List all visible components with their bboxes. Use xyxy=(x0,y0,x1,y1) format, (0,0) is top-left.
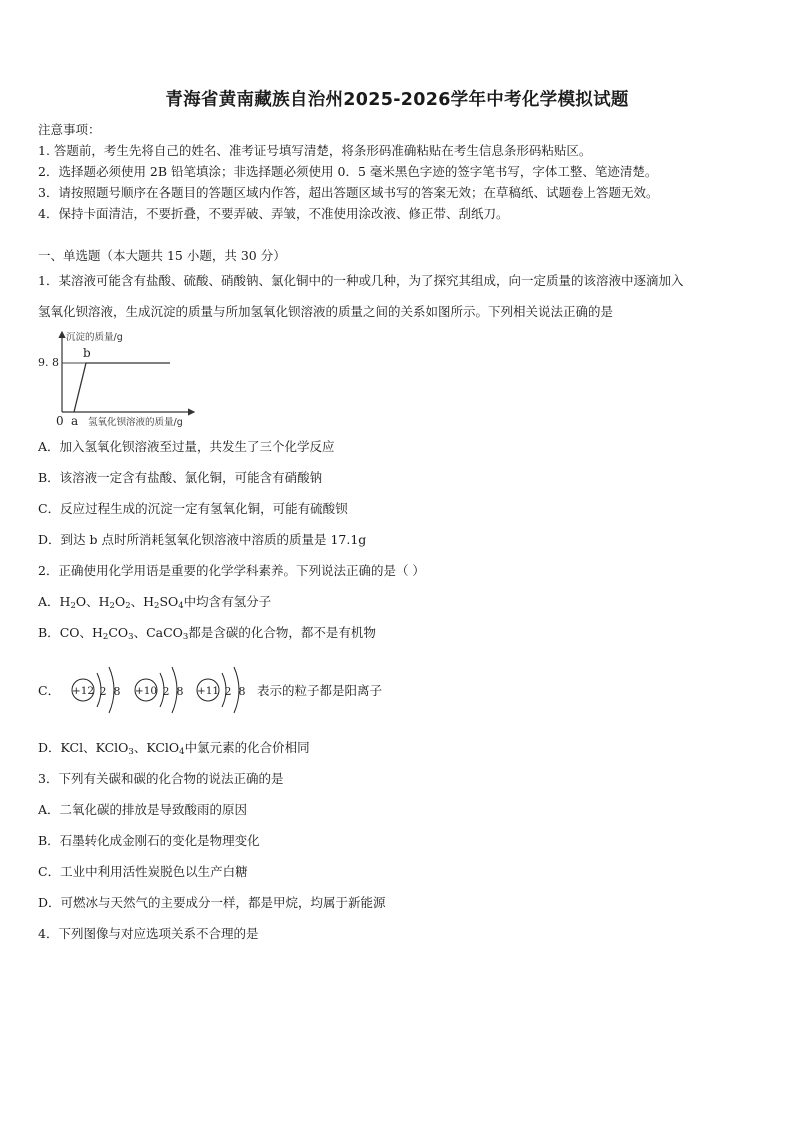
notice-heading: 注意事项： xyxy=(38,122,101,137)
formula-text: KCl、KClO xyxy=(60,740,129,755)
atom-structure-diagram xyxy=(195,661,253,719)
formula-text: SO xyxy=(159,594,179,609)
precipitate-curve xyxy=(74,363,170,412)
question-4-stem: 4．下列图像与对应选项关系不合理的是 xyxy=(38,926,259,941)
formula-text: 、KClO xyxy=(133,740,180,755)
question-1-stem: 1．某溶液可能含有盐酸、硫酸、硝酸钠、氯化铜中的一种或几种，为了探究其组成，向一定质量的该溶液中逐滴加入 xyxy=(38,273,684,288)
origin-label: 0 xyxy=(56,414,64,428)
question-1-stem-cont: 氢氧化钡溶液，生成沉淀的质量与所加氢氧化钡溶液的质量之间的关系如图所示。下列相关说法正确的是 xyxy=(38,304,614,319)
y-tick-label: 9. 8 xyxy=(38,356,59,369)
notice-item: 2．选择题必须使用 2B 铅笔填涂；非选择题必须使用 0．5 毫米黑色字迹的签字笔书写，字体工整、笔迹清楚。 xyxy=(38,164,658,179)
formula-subscript: 2 xyxy=(102,632,109,642)
formula-subscript: 4 xyxy=(179,747,185,757)
formula-subscript: 2 xyxy=(125,601,131,611)
page-title: 青海省黄南藏族自治州2025-2026学年中考化学模拟试题 xyxy=(165,90,629,110)
shell-electron-count: 2 xyxy=(162,685,170,698)
point-b-label: b xyxy=(83,346,91,360)
formula-text: O、H xyxy=(75,594,110,609)
formula-text: H xyxy=(59,594,71,609)
question-2-option-d xyxy=(38,738,310,756)
question-3-option-a: A．二氧化碳的排放是导致酸雨的原因 xyxy=(38,802,248,817)
nucleus-charge: +10 xyxy=(134,685,158,697)
option-label: A． xyxy=(38,594,60,609)
shell-electron-count: 8 xyxy=(176,685,184,698)
question-2-stem: 2．正确使用化学用语是重要的化学学科素养。下列说法正确的是（ ） xyxy=(38,563,425,578)
option-label: B． xyxy=(38,625,60,640)
formula-subscript: 3 xyxy=(128,747,134,757)
option-tail: 中氯元素的化合价相同 xyxy=(184,740,310,755)
notice-item: 1. 答题前，考生先将自己的姓名、准考证号填写清楚，将条形码准确粘贴在考生信息条形码粘贴区。 xyxy=(38,143,592,158)
shell-electron-count: 2 xyxy=(99,685,107,698)
formula-text: CO、H xyxy=(59,625,103,640)
question-3-stem: 3．下列有关碳和碳的化合物的说法正确的是 xyxy=(38,771,284,786)
question-2-option-c-label: C． xyxy=(38,683,61,698)
graph-svg xyxy=(38,326,198,430)
precipitate-mass-graph xyxy=(38,326,198,430)
question-2-option-a xyxy=(38,592,271,610)
x-axis-label: 氢氧化钡溶液的质量/g xyxy=(88,417,183,428)
atom-structure-diagram xyxy=(70,661,128,719)
option-tail: 都是含碳的化合物，都不是有机物 xyxy=(188,625,376,640)
question-1-option-c: C．反应过程生成的沉淀一定有氢氧化铜，可能有硫酸钡 xyxy=(38,501,348,516)
formula-text: 、H xyxy=(130,594,155,609)
nucleus-charge: +11 xyxy=(196,685,220,697)
question-2-option-c-tail: 表示的粒子都是阳离子 xyxy=(257,683,383,698)
formula-subscript: 2 xyxy=(154,601,160,611)
shell-electron-count: 8 xyxy=(113,685,121,698)
y-axis-label: 沉淀的质量/g xyxy=(66,332,123,343)
question-3-option-c: C．工业中利用活性炭脱色以生产白糖 xyxy=(38,864,248,879)
question-2-option-b xyxy=(38,623,376,641)
formula-subscript: 2 xyxy=(70,601,76,611)
shell-electron-count: 8 xyxy=(238,685,246,698)
formula-text: 、CaCO xyxy=(133,625,183,640)
question-3-option-d: D．可燃冰与天然气的主要成分一样，都是甲烷，均属于新能源 xyxy=(38,895,386,910)
atom-structure-diagram xyxy=(133,661,191,719)
option-label: D． xyxy=(38,740,61,755)
notice-item: 4．保持卡面清洁，不要折叠，不要弄破、弄皱，不准使用涂改液、修正带、刮纸刀。 xyxy=(38,206,509,221)
question-1-option-d: D．到达 b 点时所消耗氢氧化钡溶液中溶质的质量是 17.1g xyxy=(38,532,367,547)
formula-subscript: 3 xyxy=(128,632,134,642)
formula-subscript: 2 xyxy=(109,601,115,611)
formula-subscript: 3 xyxy=(182,632,189,642)
point-a-label: a xyxy=(71,414,79,428)
option-tail: 中均含有氢分子 xyxy=(183,594,272,609)
formula-text: O xyxy=(114,594,126,609)
notice-item: 3．请按照题号顺序在各题目的答题区域内作答，超出答题区域书写的答案无效；在草稿纸、试题卷上答题无效。 xyxy=(38,185,659,200)
section-heading: 一、单选题（本大题共 15 小题，共 30 分） xyxy=(38,248,286,263)
formula-text: CO xyxy=(108,625,129,640)
shell-electron-count: 2 xyxy=(224,685,232,698)
nucleus-charge: +12 xyxy=(71,685,95,697)
question-1-option-a: A．加入氢氧化钡溶液至过量，共发生了三个化学反应 xyxy=(38,439,335,454)
formula-subscript: 4 xyxy=(178,601,184,611)
question-3-option-b: B．石墨转化成金刚石的变化是物理变化 xyxy=(38,833,260,848)
question-1-option-b: B．该溶液一定含有盐酸、氯化铜，可能含有硝酸钠 xyxy=(38,470,323,485)
